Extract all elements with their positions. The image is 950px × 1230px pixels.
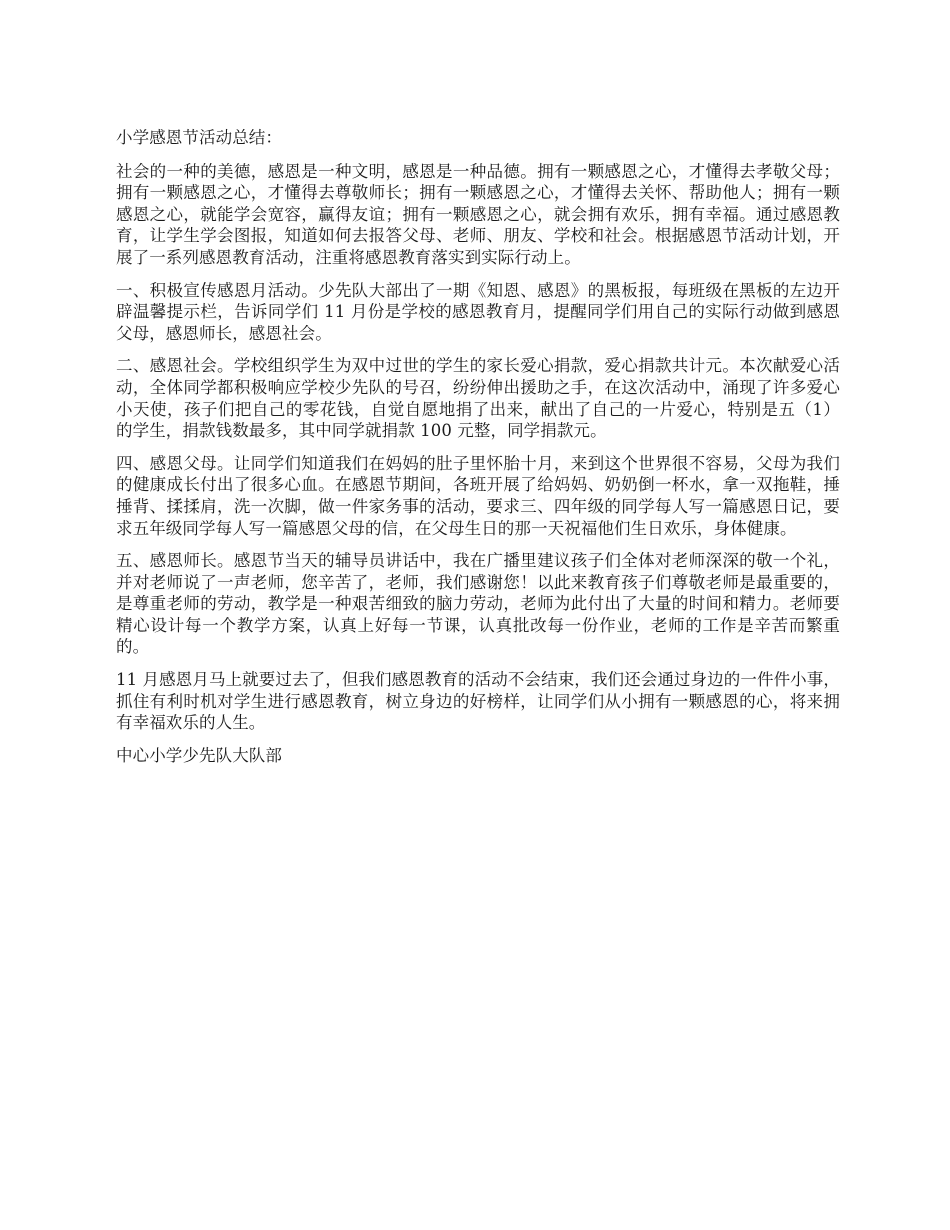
document-signature: 中心小学少先队大队部 xyxy=(116,745,282,765)
paragraph-section-1: 一、积极宣传感恩月活动。少先队大部出了一期《知恩、感恩》的黑板报，每班级在黑板的左边开辟温馨提示栏，告诉同学们 11 月份是学校的感恩教育月，提醒同学们用自己的实际行动做到感恩父母，感恩师长，感恩社会。 xyxy=(116,280,840,343)
paragraph-closing: 11 月感恩月马上就要过去了，但我们感恩教育的活动不会结束，我们还会通过身边的一件件小事，抓住有利时机对学生进行感恩教育，树立身边的好榜样，让同学们从小拥有一颗感恩的心，将来拥有幸福欢乐的人生。 xyxy=(116,670,840,733)
document-body xyxy=(116,127,840,777)
paragraph-section-2: 二、感恩社会。学校组织学生为双中过世的学生的家长爱心捐款，爱心捐款共计元。本次献爱心活动，全体同学都积极响应学校少先队的号召，纷纷伸出援助之手，在这次活动中，涌现了许多爱心小天使，孩子们把自己的零花钱，自觉自愿地捐了出来，献出了自己的一片爱心，特别是五（1）的学生，捐款钱数最多，其中同学就捐款 100 元整，同学捐款元。 xyxy=(116,356,840,441)
paragraph-section-5: 五、感恩师长。感恩节当天的辅导员讲话中，我在广播里建议孩子们全体对老师深深的敬一个礼，并对老师说了一声老师，您辛苦了，老师，我们感谢您！以此来教育孩子们尊敬老师是最重要的，是尊重老师的劳动，教学是一种艰苦细致的脑力劳动，老师为此付出了大量的时间和精力。老师要精心设计每一个教学方案，认真上好每一节课，认真批改每一份作业，老师的工作是辛苦而繁重的。 xyxy=(116,551,840,657)
document-heading: 小学感恩节活动总结： xyxy=(116,128,282,147)
paragraph-intro: 社会的一种的美德，感恩是一种文明，感恩是一种品德。拥有一颗感恩之心，才懂得去孝敬父母；拥有一颗感恩之心，才懂得去尊敬师长；拥有一颗感恩之心，才懂得去关怀、帮助他人；拥有一颗感恩之心，就能学会宽容，赢得友谊；拥有一颗感恩之心，就会拥有欢乐，拥有幸福。通过感恩教育，让学生学会图报，知道如何去报答父母、老师、朋友、学校和社会。根据感恩节活动计划，开展了一系列感恩教育活动，注重将感恩教育落实到实际行动上。 xyxy=(116,161,840,267)
paragraph-section-4: 四、感恩父母。让同学们知道我们在妈妈的肚子里怀胎十月，来到这个世界很不容易，父母为我们的健康成长付出了很多心血。在感恩节期间，各班开展了给妈妈、奶奶倒一杯水，拿一双拖鞋，捶捶背、揉揉肩，洗一次脚，做一件家务事的活动，要求三、四年级的同学每人写一篇感恩日记，要求五年级同学每人写一篇感恩父母的信，在父母生日的那一天祝福他们生日欢乐，身体健康。 xyxy=(116,453,840,538)
